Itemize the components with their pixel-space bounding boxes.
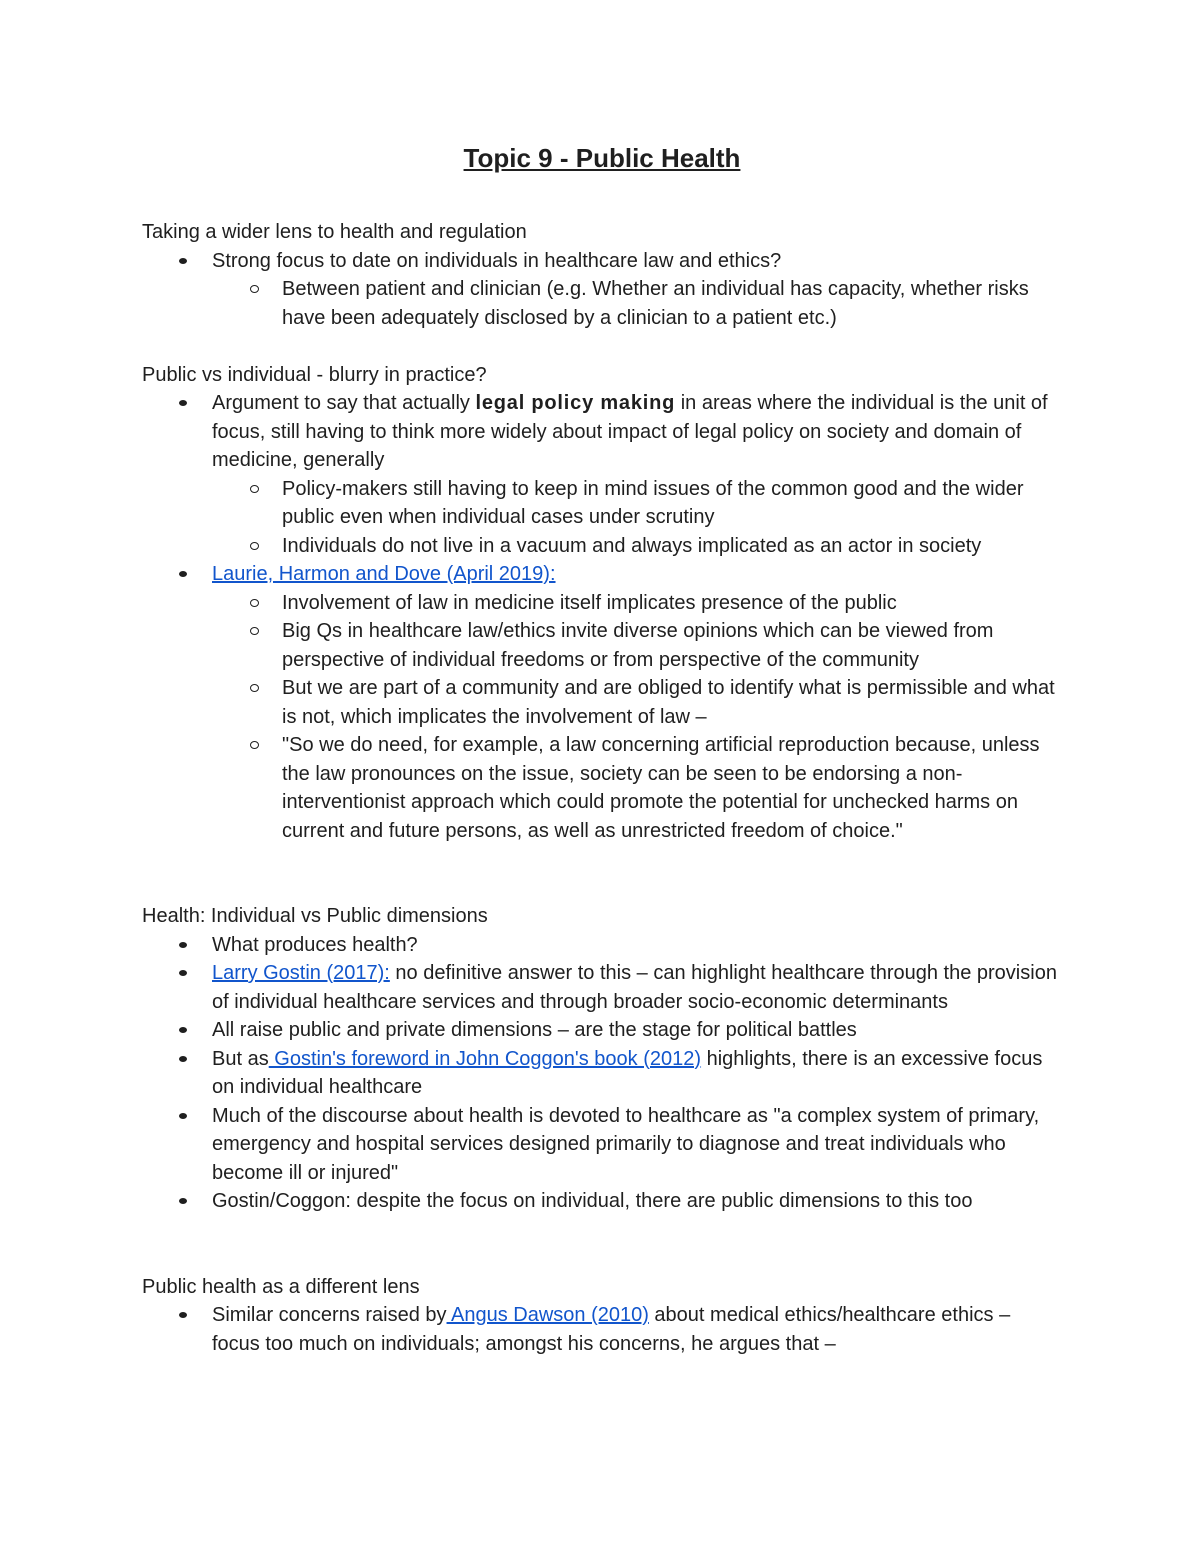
list-item: Individuals do not live in a vacuum and always implicated as an actor in society xyxy=(142,532,1062,561)
list-item: Between patient and clinician (e.g. Whether an individual has capacity, whether risks have been adequately disclosed by a clinician to a patient etc.) xyxy=(142,275,1062,332)
list-item: Much of the discourse about health is devoted to healthcare as "a complex system of primary, emergency and hospital services designed primarily to diagnose and treat individuals who become ill or injured" xyxy=(142,1102,1062,1188)
reference-link[interactable]: Larry Gostin (2017): xyxy=(212,962,390,984)
text-run: no definitive answer to this – can highlight healthcare through the provision of individual healthcare services and through broader socio-economic determinants xyxy=(212,962,1057,1013)
bullet-list xyxy=(142,931,1062,1216)
list-item xyxy=(142,959,1062,1016)
list-item: Big Qs in healthcare law/ethics invite diverse opinions which can be viewed from perspective of individual freedoms or from perspective of the community xyxy=(142,617,1062,674)
text-run: about medical ethics/healthcare ethics – focus too much on individuals; amongst his concerns, he argues that – xyxy=(212,1304,1011,1355)
list-item xyxy=(142,389,1062,475)
list-item xyxy=(142,1045,1062,1102)
list-item: Policy-makers still having to keep in mind issues of the common good and the wider public even when individual cases under scrutiny xyxy=(142,475,1062,532)
list-item: But we are part of a community and are obliged to identify what is permissible and what is not, which implicates the involvement of law – xyxy=(142,674,1062,731)
bullet-list xyxy=(142,247,1062,276)
section-heading: Public vs individual - blurry in practice? xyxy=(142,363,487,386)
sub-bullet-list xyxy=(142,589,1062,846)
text-run: Argument to say that actually xyxy=(212,392,476,414)
list-item: What produces health? xyxy=(142,931,1062,960)
list-item: All raise public and private dimensions – are the stage for political battles xyxy=(142,1016,1062,1045)
text-run: highlights, there is an excessive focus on individual healthcare xyxy=(212,1047,1043,1098)
bold-text: legal policy making xyxy=(475,392,676,414)
document-page xyxy=(142,138,1062,1358)
list-item: Involvement of law in medicine itself implicates presence of the public xyxy=(142,589,1062,618)
reference-link[interactable]: Laurie, Harmon and Dove (April 2019): xyxy=(212,563,556,585)
bullet-list xyxy=(142,1301,1062,1358)
list-item: Gostin/Coggon: despite the focus on individual, there are public dimensions to this too xyxy=(142,1187,1062,1216)
bullet-list xyxy=(142,389,1062,475)
text-run: in areas where the individual is the unit of focus, still having to think more widely about impact of legal policy on society and domain of medicine, generally xyxy=(212,392,1048,471)
reference-link[interactable]: Angus Dawson (2010) xyxy=(446,1304,649,1326)
list-item xyxy=(142,1301,1062,1358)
text-run: Similar concerns raised by xyxy=(212,1304,447,1326)
list-item xyxy=(142,560,1062,589)
text-run: But as xyxy=(212,1047,269,1070)
section-heading: Public health as a different lens xyxy=(142,1275,420,1298)
bullet-list xyxy=(142,560,1062,589)
section-heading: Taking a wider lens to health and regulation xyxy=(142,221,527,243)
sub-bullet-list xyxy=(142,275,1062,332)
section-heading: Health: Individual vs Public dimensions xyxy=(142,905,488,927)
sub-bullet-list xyxy=(142,475,1062,561)
reference-link[interactable]: Gostin's foreword in John Coggon's book (2012) xyxy=(268,1047,702,1070)
page-title: Topic 9 - Public Health xyxy=(463,143,741,173)
list-item: "So we do need, for example, a law concerning artificial reproduction because, unless the law pronounces on the issue, society can be seen to be endorsing a non-interventionist approach which could promote the potential for unchecked harms on current and future persons, as well as unrestricted freedom of choice." xyxy=(142,731,1062,845)
list-item: Strong focus to date on individuals in healthcare law and ethics? xyxy=(142,247,1062,276)
